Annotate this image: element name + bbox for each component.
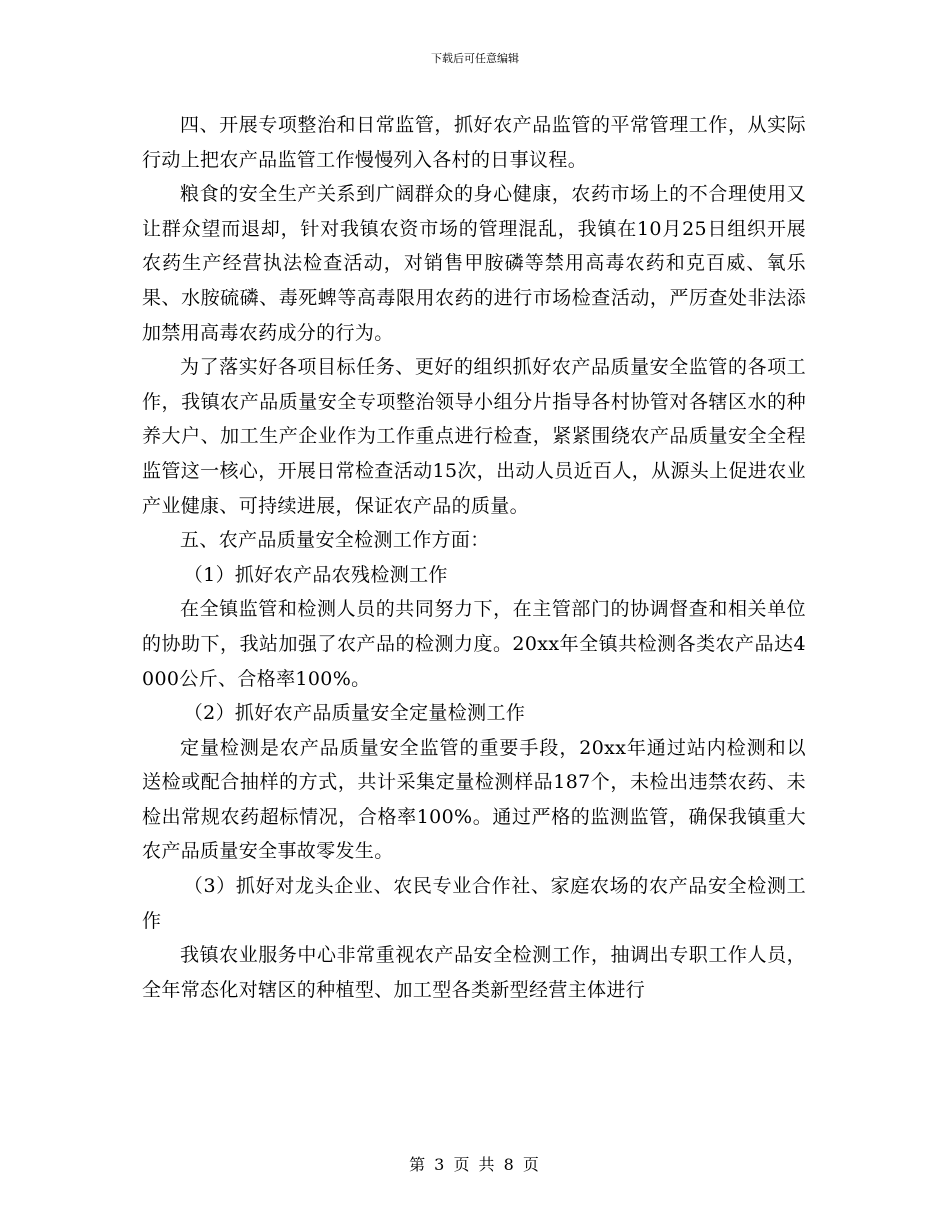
subheading-quantitative-testing: （2）抓好农产品质量安全定量检测工作: [183, 702, 526, 725]
paragraph-residue-testing: 在全镇监管和检测人员的共同努力下，在主管部门的协调督查和相关单位的协助下，我站加强了农产品的检测力度。20xx年全镇共检测各类农产品达4000公斤、合格率100%。: [142, 598, 806, 690]
paragraph-supervision-tasks: 为了落实好各项目标任务、更好的组织抓好农产品质量安全监管的各项工作，我镇农产品质量安全专项整治领导小组分片指导各村协管对各辖区水的种养大户、加工生产企业作为工作重点进行检查，紧紧围绕农产品质量安全全程监管这一核心，开展日常检查活动15次，出动人员近百人，从源头上促进农业产业健康、可持续进展，保证农产品的质量。: [142, 356, 806, 517]
subheading-residue-testing: （1）抓好农产品农残检测工作: [183, 563, 448, 586]
document-body: [142, 108, 806, 1007]
paragraph-quantitative-testing: 定量检测是农产品质量安全监管的重要手段，20xx年通过站内检测和以送检或配合抽样的方式，共计采集定量检测样品187个，未检出违禁农药、未检出常规农药超标情况，合格率100%。通过严格的监测监管，确保我镇重大农产品质量安全事故零发生。: [142, 736, 806, 863]
subheading-enterprise-testing: （3）抓好对龙头企业、农民专业合作社、家庭农场的农产品安全检测工作: [142, 875, 806, 932]
page-header-note: 下载后可任意编辑: [431, 52, 519, 65]
paragraph-section-four-heading: 四、开展专项整治和日常监管，抓好农产品监管的平常管理工作，从实际行动上把农产品监管工作慢慢列入各村的日事议程。: [142, 114, 806, 171]
paragraph-pesticide-inspection: 粮食的安全生产关系到广阔群众的身心健康，农药市场上的不合理使用又让群众望而退却，针对我镇农资市场的管理混乱，我镇在10月25日组织开展农药生产经营执法检查活动，对销售甲胺磷等禁用高毒农药和克百威、氧乐果、水胺硫磷、毒死蜱等高毒限用农药的进行市场检查活动，严厉查处非法添加禁用高毒农药成分的行为。: [142, 183, 806, 344]
paragraph-enterprise-testing: 我镇农业服务中心非常重视农产品安全检测工作，抽调出专职工作人员，全年常态化对辖区的种植型、加工型各类新型经营主体进行: [142, 944, 806, 1001]
paragraph-section-five-heading: 五、农产品质量安全检测工作方面：: [180, 529, 490, 552]
page-number-footer: 第 3 页 共 8 页: [409, 1155, 541, 1174]
